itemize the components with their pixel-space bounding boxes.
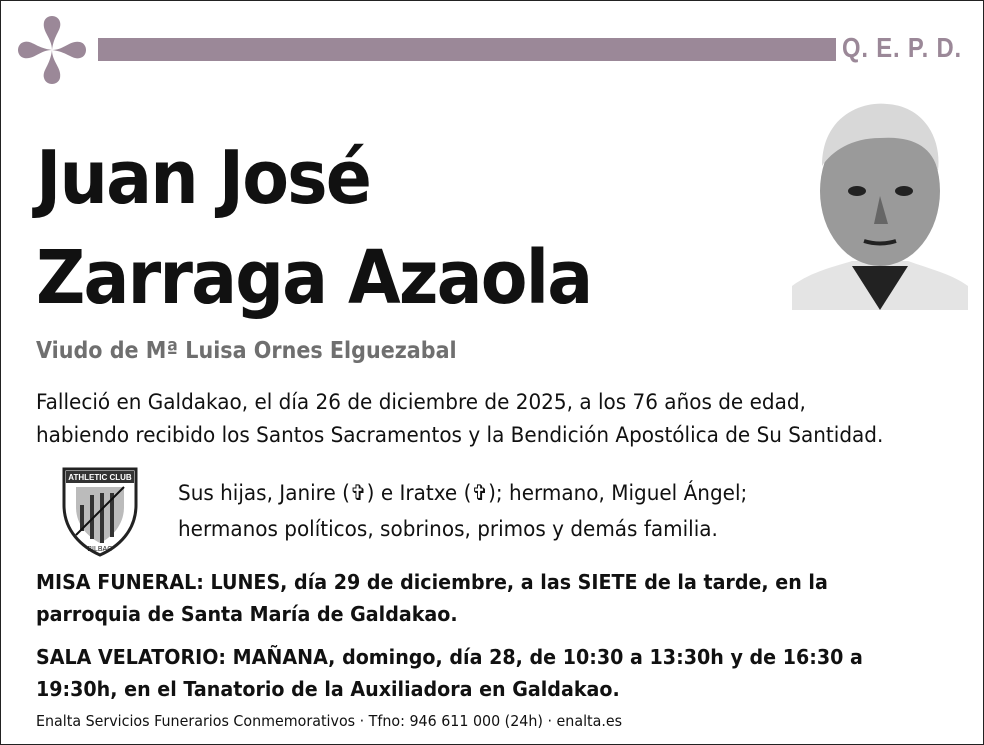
funeral-home-footer: Enalta Servicios Funerarios Conmemorativos · Tfno: 946 611 000 (24h) · enalta.es <box>36 712 623 730</box>
widower-subtitle: Viudo de Mª Luisa Ornes Elguezabal <box>36 338 457 364</box>
svg-text:ATHLETIC CLUB: ATHLETIC CLUB <box>68 473 132 482</box>
header-band <box>98 38 836 61</box>
family-list <box>178 476 747 548</box>
svg-text:BILBAO: BILBAO <box>87 546 113 553</box>
deceased-name <box>36 128 591 328</box>
funeral-mass-notice <box>36 566 828 630</box>
death-details-line-1: Falleció en Galdakao, el día 26 de diciembre de 2025, a los 76 años de edad, <box>36 390 806 415</box>
death-details-line-2: habiendo recibido los Santos Sacramentos y la Bendición Apostólica de Su Santidad. <box>36 423 884 448</box>
wake-line-1: SALA VELATORIO: MAÑANA, domingo, día 28, de 10:30 a 13:30h y de 16:30 a <box>36 645 863 669</box>
wake-notice <box>36 641 863 705</box>
name-line-1: Juan José <box>36 135 371 221</box>
athletic-club-badge-icon <box>60 465 140 557</box>
lauburu-icon <box>12 12 92 88</box>
mass-line-1: MISA FUNERAL: LUNES, día 29 de diciembre, a las SIETE de la tarde, en la <box>36 570 828 594</box>
wake-line-2: 19:30h, en el Tanatorio de la Auxiliadora en Galdakao. <box>36 677 620 701</box>
portrait-photo <box>792 96 968 310</box>
family-line-2: hermanos políticos, sobrinos, primos y demás familia. <box>178 517 718 542</box>
death-details <box>36 386 883 452</box>
mass-line-2: parroquia de Santa María de Galdakao. <box>36 602 458 626</box>
family-line-1: Sus hijas, Janire (✞) e Iratxe (✞); hermano, Miguel Ángel; <box>178 481 748 506</box>
name-line-2: Zarraga Azaola <box>36 235 592 321</box>
qepd-label: Q. E. P. D. <box>842 32 963 63</box>
